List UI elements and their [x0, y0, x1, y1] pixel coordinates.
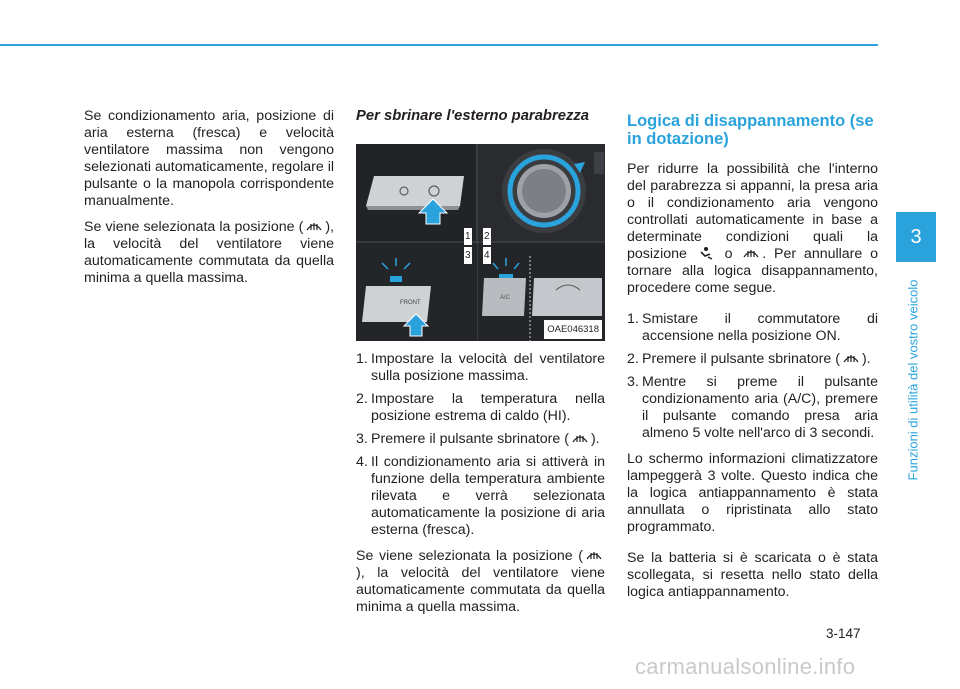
defrost-icon	[304, 219, 324, 233]
list-item: 3. Mentre si preme il pulsante condizionamento aria (A/C), premere il pulsante comando presa aria almeno 5 volte nell'arco di 3 secondi.	[627, 374, 878, 441]
chapter-tab: 3	[896, 212, 936, 262]
defrost-icon	[584, 548, 604, 562]
list-item: 1. Impostare la velocità del ventilatore sulla posizione massima.	[356, 351, 605, 384]
figure-label-3: 3	[464, 247, 472, 264]
list-item: 2. Impostare la temperatura nella posizione estrema di caldo (HI).	[356, 391, 605, 424]
defrost-icon	[570, 431, 590, 445]
paragraph-manual-adjust: Se condizionamento aria, posizione di aria esterna (fresca) e velocità ventilatore massima non vengono selezionati automaticamente, regolare il pulsante o la manopola corrispondente manualmente.	[84, 108, 334, 209]
section-heading-defog-logic: Logica di disappannamento (se in dotazione)	[627, 112, 874, 148]
paragraph-battery-reset: Se la batteria si è scaricata o è stata scollegata, si resetta nello stato della logica antiappannamento.	[627, 550, 878, 600]
list-item: 2. Premere il pulsante sbrinatore ( ).	[627, 351, 871, 367]
column-left	[84, 108, 334, 296]
chapter-title: Funzioni di utilità del vostro veicolo	[905, 279, 921, 481]
paragraph-defog-intro: Per ridurre la possibilità che l'interno del parabrezza si appanni, la presa aria o il condizionamento aria vengono controllati automaticamente in base a determinate condizioni quali la posizione o . Per annullare o tornare alla logica disappannamento, procedere come segue.	[627, 161, 878, 296]
page-number: 3-147	[826, 626, 861, 641]
paragraph-fan-speed: Se viene selezionata la posizione ( ), la velocità del ventilatore viene automaticamente commutata da quella minima a quella massima.	[84, 219, 334, 286]
watermark: carmanualsonline.info	[635, 654, 856, 679]
figure-code: OAE046318	[544, 320, 602, 339]
figure-illustration	[356, 144, 605, 341]
column-right	[627, 108, 878, 610]
svg-text:A/C: A/C	[500, 295, 511, 301]
defrost-icon	[741, 246, 761, 260]
svg-text:FRONT: FRONT	[400, 300, 421, 306]
climate-control-figure	[356, 144, 605, 341]
figure-label-2: 2	[483, 228, 491, 245]
defog-cancel-steps	[627, 311, 878, 442]
top-rule	[0, 44, 878, 46]
figure-label-1: 1	[464, 228, 472, 245]
list-item: 3. Premere il pulsante sbrinatore ( ).	[356, 431, 600, 447]
list-item: 4. Il condizionamento aria si attiverà in funzione della temperatura ambiente rilevata e verrà selezionata automaticamente la posizione di aria esterna (fresca).	[356, 454, 605, 538]
paragraph-fan-speed-2: Se viene selezionata la posizione (), la velocità del ventilatore viene automaticamente commutata da quella minima a quella massima.	[356, 548, 605, 615]
column-middle	[356, 108, 605, 625]
list-item: 1. Smistare il commutatore di accensione nella posizione ON.	[627, 311, 878, 344]
floor-defrost-icon	[696, 246, 716, 260]
defrost-icon	[841, 351, 861, 365]
section-heading-defrost-outside: Per sbrinare l'esterno parabrezza	[356, 108, 589, 124]
paragraph-display-blink: Lo schermo informazioni climatizzatore lampeggerà 3 volte. Questo indica che la logica antiappannamento è stata annullata o ripristinata allo stato programmato.	[627, 451, 878, 535]
figure-label-4: 4	[483, 247, 491, 264]
defrost-steps	[356, 351, 605, 539]
